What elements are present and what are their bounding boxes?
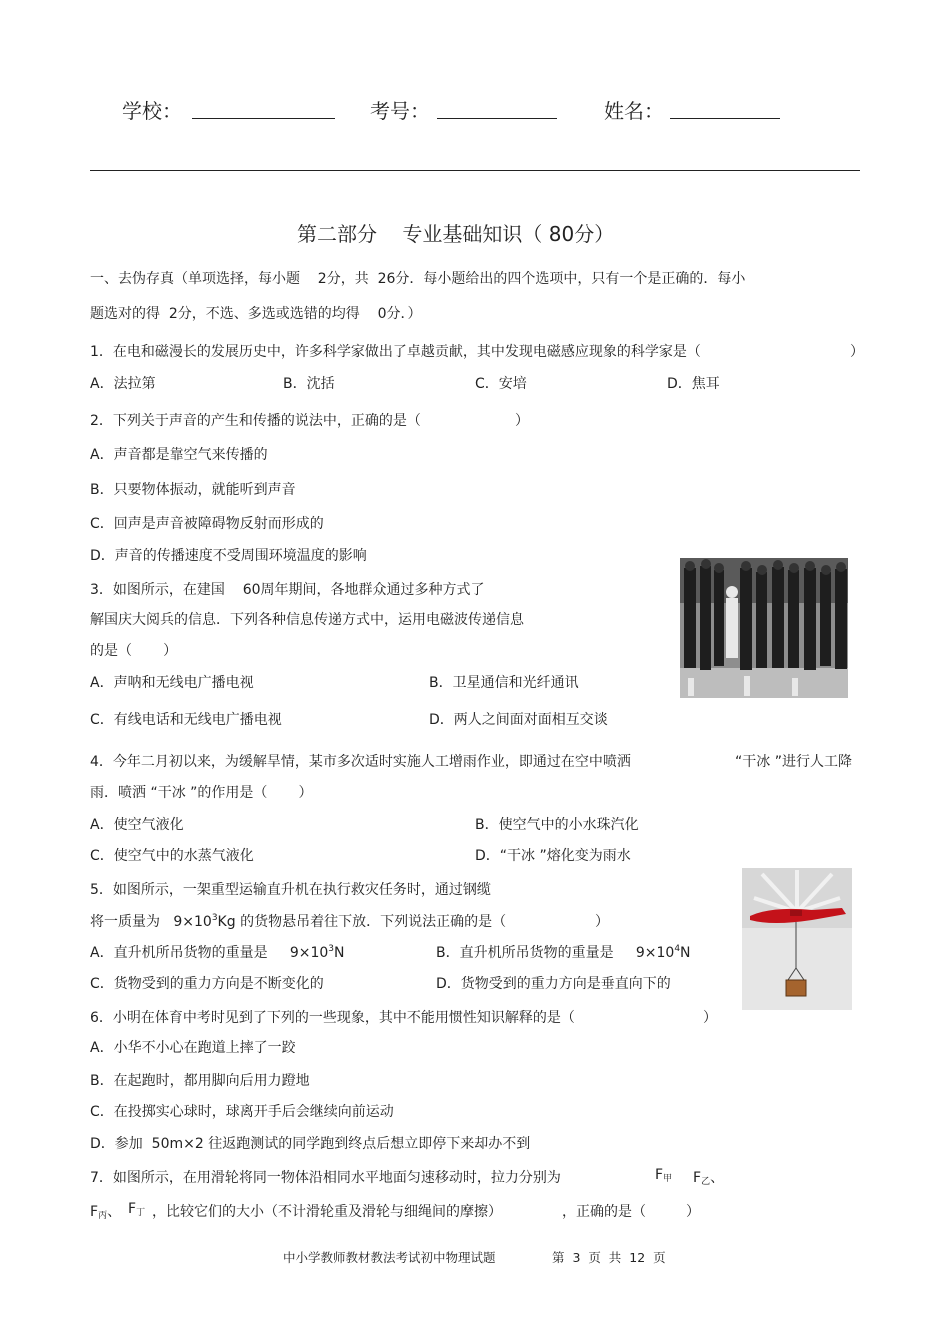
q5-option-a-exponent: 3 xyxy=(328,944,335,954)
q4-option-c: C．使空气中的水蒸气液化 xyxy=(90,848,254,864)
q2-option-c: C．回声是声音被障碍物反射而形成的 xyxy=(90,516,324,532)
instructions-line1: 一、去伪存真（单项选择，每小题 2分，共 26分．每小题给出的四个选项中，只有一个是正确的．每小 xyxy=(90,271,746,287)
q3-option-a: A．声呐和无线电广播电视 xyxy=(90,675,254,691)
q4-stem-line1-end: “干冰 ”进行人工降 xyxy=(735,754,852,770)
q1-option-a: A．法拉第 xyxy=(90,376,156,392)
q6-option-d: D．参加 50m×2 往返跑测试的同学跑到终点后想立即停下来却办不到 xyxy=(90,1136,531,1152)
q5-option-d: D．货物受到的重力方向是垂直向下的 xyxy=(436,976,671,992)
parade-image xyxy=(680,558,848,698)
q3-option-b: B．卫星通信和光纤通讯 xyxy=(429,675,579,691)
school-field[interactable] xyxy=(192,118,335,119)
q7-force-ding-sub: 丁 xyxy=(136,1208,146,1218)
q1-option-b: B．沈括 xyxy=(283,376,335,392)
q7-stem-line2-end: ，正确的是（ ） xyxy=(562,1204,701,1220)
q7-force-bing xyxy=(90,1201,121,1221)
q5-close: ） xyxy=(595,914,609,930)
q5-stem-line2-rest: Kg 的货物悬吊着往下放．下列说法正确的是（ xyxy=(217,914,507,930)
exam-no-label: 考号： xyxy=(370,99,430,123)
q7-force-ding-symbol: F xyxy=(128,1201,137,1217)
q7-force-jia-symbol: F xyxy=(655,1167,664,1183)
q7-force-yi xyxy=(693,1167,724,1187)
q4-option-d: D．“干冰 ”熔化变为雨水 xyxy=(475,848,631,864)
q5-option-b-text: B．直升机所吊货物的重量是 9×10 xyxy=(436,945,675,961)
q6-option-b: B．在起跑时，都用脚向后用力蹬地 xyxy=(90,1073,310,1089)
school-label: 学校： xyxy=(122,99,182,123)
q7-separator-2: 、 xyxy=(107,1204,122,1220)
q1-option-c: C．安培 xyxy=(475,376,527,392)
q5-stem-line2 xyxy=(90,911,506,931)
q7-force-yi-sub: 乙 xyxy=(701,1177,711,1187)
q5-option-b xyxy=(436,942,691,962)
q4-option-b: B．使空气中的小水珠汽化 xyxy=(475,817,639,833)
q5-option-a xyxy=(90,942,345,962)
q6-close: ） xyxy=(703,1010,717,1026)
q7-force-jia-sub: 甲 xyxy=(663,1174,673,1184)
q3-option-c: C．有线电话和无线电广播电视 xyxy=(90,712,282,728)
q1-close: ） xyxy=(850,344,864,360)
q2-close: ） xyxy=(515,413,529,429)
exam-no-field[interactable] xyxy=(437,118,557,119)
q2-option-b: B．只要物体振动，就能听到声音 xyxy=(90,482,296,498)
q6-option-c: C．在投掷实心球时，球离开手后会继续向前运动 xyxy=(90,1104,394,1120)
instructions-line2: 题选对的得 2分，不选、多选或选错的均得 0分．） xyxy=(90,306,422,322)
q5-option-a-unit: N xyxy=(334,945,345,961)
q5-mass-exponent: 3 xyxy=(211,913,218,923)
parade-photo xyxy=(680,558,848,698)
q5-option-b-exponent: 4 xyxy=(674,944,681,954)
q7-force-jia xyxy=(655,1167,672,1184)
q2-stem: 2．下列关于声音的产生和传播的说法中，正确的是（ xyxy=(90,413,421,429)
q7-force-bing-sub: 丙 xyxy=(98,1211,108,1221)
q3-stem-line1: 3．如图所示，在建国 60周年期间，各地群众通过多种方式了 xyxy=(90,582,485,598)
q7-stem-line1: 7．如图所示，在用滑轮将同一物体沿相同水平地面匀速移动时，拉力分别为 xyxy=(90,1170,561,1186)
q7-force-bing-symbol: F xyxy=(90,1204,99,1220)
q1-stem: 1．在电和磁漫长的发展历史中，许多科学家做出了卓越贡献，其中发现电磁感应现象的科学家是（ xyxy=(90,344,701,360)
header-divider xyxy=(90,170,860,171)
q2-option-a: A．声音都是靠空气来传播的 xyxy=(90,447,268,463)
helicopter-photo xyxy=(742,868,852,1010)
q7-force-yi-symbol: F xyxy=(693,1170,702,1186)
q3-stem-line3: 的是（ ） xyxy=(90,643,178,659)
q5-option-c: C．货物受到的重力方向是不断变化的 xyxy=(90,976,324,992)
q6-stem: 6．小明在体育中考时见到了下列的一些现象，其中不能用惯性知识解释的是（ xyxy=(90,1010,575,1026)
q2-option-d: D．声音的传播速度不受周围环境温度的影响 xyxy=(90,548,367,564)
q3-stem-line2: 解国庆大阅兵的信息．下列各种信息传递方式中，运用电磁波传递信息 xyxy=(90,612,524,628)
section-title: 第二部分 专业基础知识（ 80分） xyxy=(297,222,615,246)
q4-stem-line1: 4．今年二月初以来，为缓解旱情，某市多次适时实施人工增雨作业，即通过在空中喷洒 xyxy=(90,754,631,770)
footer-page-number: 第 3 页 共 12 页 xyxy=(552,1250,666,1265)
q7-force-ding xyxy=(128,1201,145,1218)
q1-option-d: D．焦耳 xyxy=(667,376,720,392)
name-field[interactable] xyxy=(670,118,780,119)
q7-stem-line2: ，比较它们的大小（不计滑轮重及滑轮与细绳间的摩擦） xyxy=(152,1204,502,1220)
q5-option-a-text: A．直升机所吊货物的重量是 9×10 xyxy=(90,945,329,961)
q7-separator: 、 xyxy=(710,1170,725,1186)
helicopter-image xyxy=(742,868,852,1010)
q6-option-a: A．小华不小心在跑道上摔了一跤 xyxy=(90,1040,296,1056)
q5-mass-text: 将一质量为 9×10 xyxy=(90,914,212,930)
name-label: 姓名： xyxy=(604,99,664,123)
q5-stem-line1: 5．如图所示，一架重型运输直升机在执行救灾任务时，通过钢缆 xyxy=(90,882,491,898)
q4-stem-line2: 雨．喷洒 “干冰 ”的作用是（ ） xyxy=(90,785,313,801)
footer-title: 中小学教师教材教法考试初中物理试题 xyxy=(283,1250,496,1265)
q3-option-d: D．两人之间面对面相互交谈 xyxy=(429,712,608,728)
q4-option-a: A．使空气液化 xyxy=(90,817,184,833)
q5-option-b-unit: N xyxy=(680,945,691,961)
